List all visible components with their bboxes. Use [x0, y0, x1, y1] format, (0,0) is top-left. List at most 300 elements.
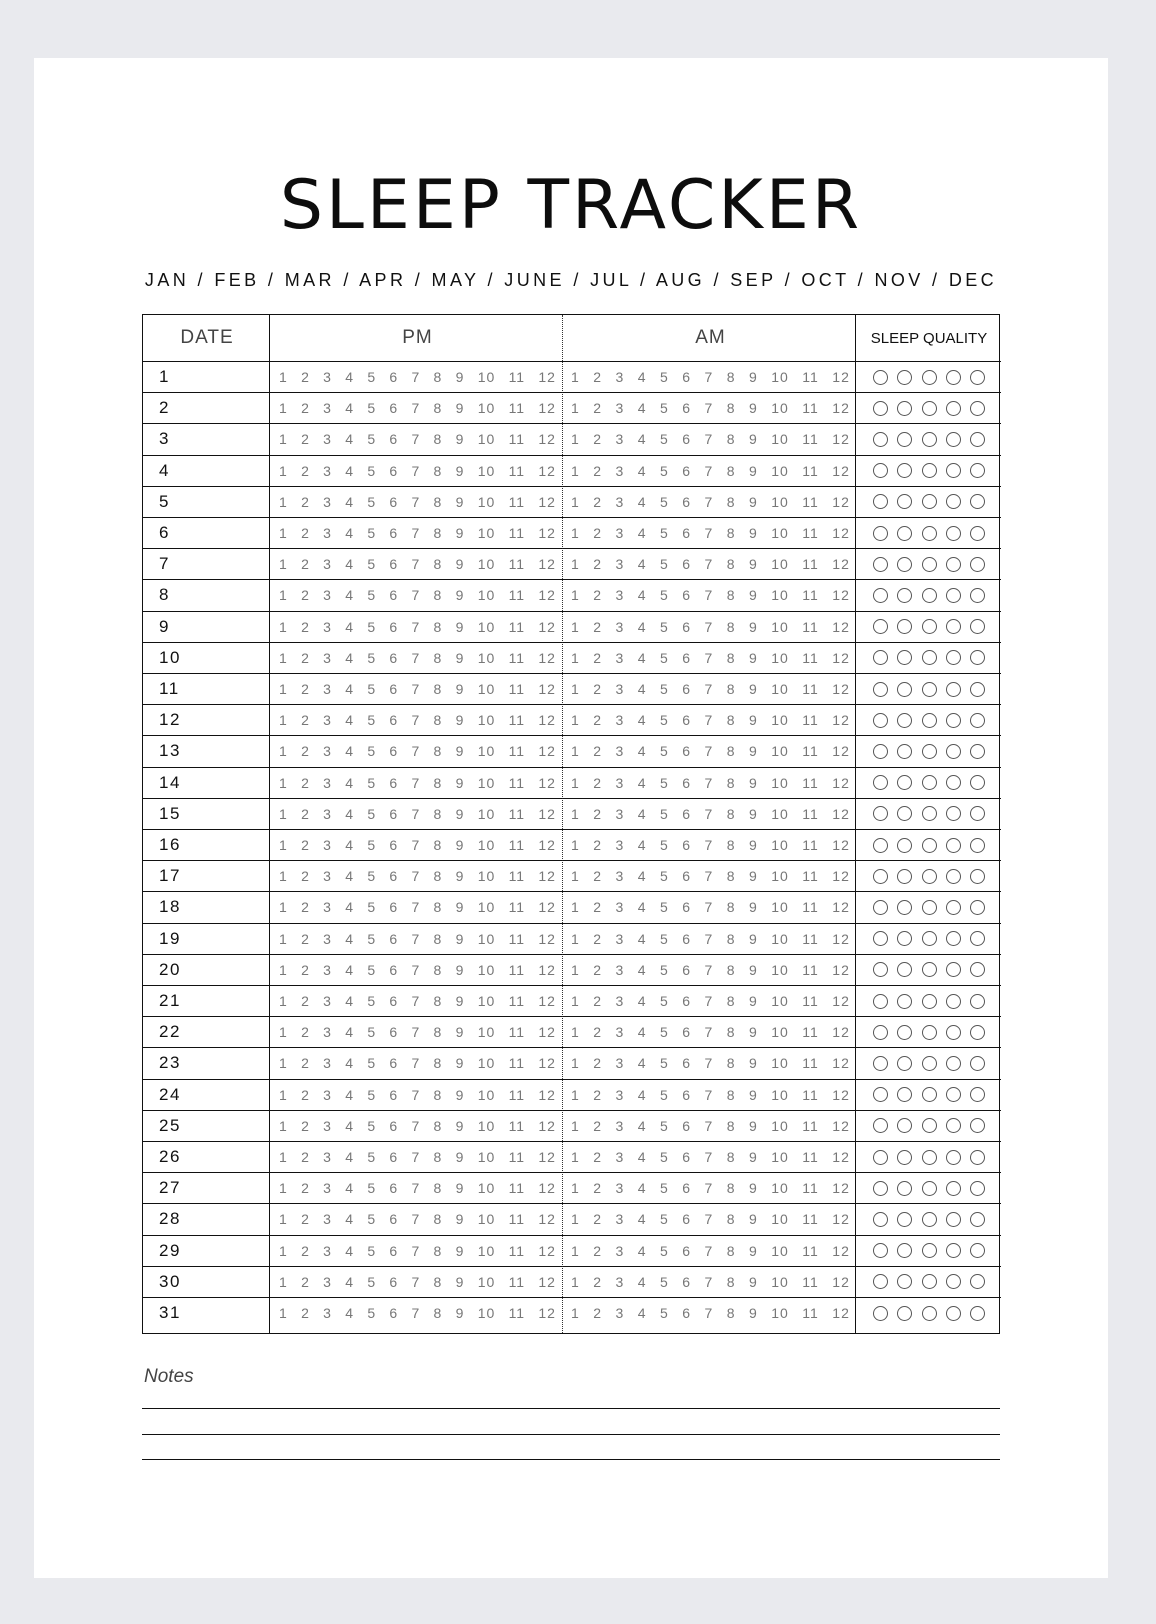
quality-circle[interactable]	[922, 463, 937, 478]
am-hour-4[interactable]: 4	[637, 1273, 647, 1290]
am-hour-7[interactable]: 7	[704, 556, 714, 573]
am-hour-10[interactable]: 10	[771, 587, 789, 604]
am-hour-7[interactable]: 7	[704, 899, 714, 916]
am-hour-4[interactable]: 4	[637, 1117, 647, 1134]
quality-circle[interactable]	[873, 1274, 888, 1289]
quality-circle[interactable]	[873, 432, 888, 447]
quality-circle[interactable]	[946, 994, 961, 1009]
pm-hour-12[interactable]: 12	[538, 525, 556, 542]
am-hour-8[interactable]: 8	[726, 1086, 736, 1103]
am-hour-10[interactable]: 10	[771, 1305, 789, 1322]
pm-hour-10[interactable]: 10	[477, 743, 496, 760]
pm-hour-6[interactable]: 6	[389, 837, 399, 854]
pm-hour-10[interactable]: 10	[477, 1273, 496, 1290]
am-hour-1[interactable]: 1	[571, 462, 580, 479]
quality-circle[interactable]	[897, 1087, 912, 1102]
am-hour-9[interactable]: 9	[749, 556, 758, 573]
pm-hour-4[interactable]: 4	[345, 1211, 355, 1228]
pm-hour-12[interactable]: 12	[538, 431, 556, 448]
quality-circle[interactable]	[873, 931, 888, 946]
pm-hour-3[interactable]: 3	[323, 431, 332, 448]
pm-hour-9[interactable]: 9	[455, 1273, 465, 1290]
quality-circle[interactable]	[970, 526, 985, 541]
quality-circle[interactable]	[873, 494, 888, 509]
quality-circle[interactable]	[897, 1118, 912, 1133]
pm-hour-11[interactable]: 11	[508, 618, 526, 635]
am-hour-4[interactable]: 4	[637, 587, 647, 604]
pm-hour-9[interactable]: 9	[455, 1024, 465, 1041]
am-hour-10[interactable]: 10	[771, 431, 789, 448]
pm-hour-1[interactable]: 1	[279, 1024, 288, 1041]
am-hour-2[interactable]: 2	[593, 369, 603, 386]
pm-hour-1[interactable]: 1	[279, 525, 288, 542]
am-hour-12[interactable]: 12	[832, 462, 850, 479]
am-hour-10[interactable]: 10	[771, 493, 789, 510]
am-hour-5[interactable]: 5	[660, 1211, 669, 1228]
am-hour-7[interactable]: 7	[704, 774, 714, 791]
pm-hour-10[interactable]: 10	[477, 1117, 496, 1134]
pm-hour-5[interactable]: 5	[367, 1117, 377, 1134]
quality-circle[interactable]	[946, 1150, 961, 1165]
am-hour-10[interactable]: 10	[771, 961, 789, 978]
am-hour-7[interactable]: 7	[704, 525, 714, 542]
quality-circle[interactable]	[897, 1306, 912, 1321]
quality-circle[interactable]	[970, 1056, 985, 1071]
am-hour-6[interactable]: 6	[682, 1024, 692, 1041]
pm-hour-5[interactable]: 5	[367, 805, 377, 822]
quality-circle[interactable]	[946, 1306, 961, 1321]
am-hour-8[interactable]: 8	[726, 462, 736, 479]
am-hour-11[interactable]: 11	[802, 743, 819, 760]
pm-hour-3[interactable]: 3	[323, 1305, 332, 1322]
pm-hour-12[interactable]: 12	[538, 1086, 556, 1103]
am-hour-7[interactable]: 7	[704, 1305, 714, 1322]
quality-circle[interactable]	[946, 1181, 961, 1196]
pm-hour-10[interactable]: 10	[477, 1180, 496, 1197]
am-hour-6[interactable]: 6	[682, 1149, 692, 1166]
quality-circle[interactable]	[873, 650, 888, 665]
am-hour-1[interactable]: 1	[571, 681, 580, 698]
pm-hour-8[interactable]: 8	[433, 681, 443, 698]
pm-hour-7[interactable]: 7	[411, 1180, 421, 1197]
pm-hour-5[interactable]: 5	[367, 1024, 377, 1041]
quality-circle[interactable]	[897, 869, 912, 884]
pm-hour-5[interactable]: 5	[367, 1149, 377, 1166]
quality-circle[interactable]	[873, 744, 888, 759]
quality-circle[interactable]	[897, 650, 912, 665]
pm-hour-1[interactable]: 1	[279, 1242, 288, 1259]
am-hour-7[interactable]: 7	[704, 1055, 714, 1072]
am-hour-11[interactable]: 11	[802, 400, 819, 417]
pm-hour-9[interactable]: 9	[455, 681, 465, 698]
am-hour-6[interactable]: 6	[682, 525, 692, 542]
am-hour-5[interactable]: 5	[660, 805, 669, 822]
pm-hour-12[interactable]: 12	[538, 961, 556, 978]
quality-circle[interactable]	[946, 463, 961, 478]
quality-circle[interactable]	[922, 806, 937, 821]
pm-hour-2[interactable]: 2	[301, 805, 310, 822]
pm-hour-3[interactable]: 3	[323, 1180, 332, 1197]
pm-hour-7[interactable]: 7	[411, 681, 421, 698]
am-hour-1[interactable]: 1	[571, 743, 580, 760]
am-hour-11[interactable]: 11	[802, 1305, 819, 1322]
pm-hour-2[interactable]: 2	[301, 774, 310, 791]
am-hour-7[interactable]: 7	[704, 462, 714, 479]
am-hour-12[interactable]: 12	[832, 556, 850, 573]
quality-circle[interactable]	[970, 869, 985, 884]
quality-circle[interactable]	[970, 1243, 985, 1258]
pm-hour-5[interactable]: 5	[367, 743, 377, 760]
quality-circle[interactable]	[873, 1212, 888, 1227]
pm-hour-8[interactable]: 8	[433, 1211, 443, 1228]
quality-circle[interactable]	[970, 775, 985, 790]
am-hour-3[interactable]: 3	[615, 993, 625, 1010]
am-hour-9[interactable]: 9	[749, 369, 758, 386]
am-hour-10[interactable]: 10	[771, 556, 789, 573]
am-hour-10[interactable]: 10	[771, 1180, 789, 1197]
am-hour-1[interactable]: 1	[571, 618, 580, 635]
pm-hour-5[interactable]: 5	[367, 493, 377, 510]
pm-hour-4[interactable]: 4	[345, 681, 355, 698]
pm-hour-1[interactable]: 1	[279, 1086, 288, 1103]
pm-hour-1[interactable]: 1	[279, 618, 288, 635]
quality-circle[interactable]	[873, 994, 888, 1009]
am-hour-5[interactable]: 5	[660, 743, 669, 760]
am-hour-1[interactable]: 1	[571, 712, 580, 729]
am-hour-10[interactable]: 10	[771, 1024, 789, 1041]
pm-hour-11[interactable]: 11	[508, 899, 526, 916]
am-hour-5[interactable]: 5	[660, 774, 669, 791]
pm-hour-1[interactable]: 1	[279, 649, 288, 666]
pm-hour-10[interactable]: 10	[477, 961, 496, 978]
am-hour-9[interactable]: 9	[749, 400, 758, 417]
pm-hour-1[interactable]: 1	[279, 1305, 288, 1322]
quality-circle[interactable]	[897, 744, 912, 759]
quality-circle[interactable]	[946, 744, 961, 759]
am-hour-10[interactable]: 10	[771, 1086, 789, 1103]
quality-circle[interactable]	[922, 526, 937, 541]
pm-hour-11[interactable]: 11	[508, 649, 526, 666]
am-hour-6[interactable]: 6	[682, 1117, 692, 1134]
pm-hour-5[interactable]: 5	[367, 556, 377, 573]
am-hour-2[interactable]: 2	[593, 400, 603, 417]
am-hour-11[interactable]: 11	[802, 1117, 819, 1134]
pm-hour-2[interactable]: 2	[301, 556, 310, 573]
pm-hour-5[interactable]: 5	[367, 712, 377, 729]
pm-hour-12[interactable]: 12	[538, 400, 556, 417]
pm-hour-12[interactable]: 12	[538, 993, 556, 1010]
pm-hour-4[interactable]: 4	[345, 1117, 355, 1134]
pm-hour-4[interactable]: 4	[345, 1149, 355, 1166]
pm-hour-3[interactable]: 3	[323, 462, 332, 479]
pm-hour-10[interactable]: 10	[477, 525, 496, 542]
pm-hour-1[interactable]: 1	[279, 431, 288, 448]
pm-hour-3[interactable]: 3	[323, 1055, 332, 1072]
am-hour-2[interactable]: 2	[593, 1086, 603, 1103]
am-hour-11[interactable]: 11	[802, 556, 819, 573]
am-hour-3[interactable]: 3	[615, 712, 625, 729]
quality-circle[interactable]	[922, 1274, 937, 1289]
pm-hour-3[interactable]: 3	[323, 587, 332, 604]
pm-hour-12[interactable]: 12	[538, 899, 556, 916]
pm-hour-8[interactable]: 8	[433, 868, 443, 885]
quality-circle[interactable]	[922, 900, 937, 915]
am-hour-10[interactable]: 10	[771, 712, 789, 729]
pm-hour-4[interactable]: 4	[345, 1305, 355, 1322]
am-hour-5[interactable]: 5	[660, 618, 669, 635]
pm-hour-3[interactable]: 3	[323, 837, 332, 854]
am-hour-6[interactable]: 6	[682, 649, 692, 666]
am-hour-8[interactable]: 8	[726, 1117, 736, 1134]
quality-circle[interactable]	[970, 619, 985, 634]
am-hour-12[interactable]: 12	[832, 961, 850, 978]
am-hour-3[interactable]: 3	[615, 400, 625, 417]
am-hour-1[interactable]: 1	[571, 868, 580, 885]
pm-hour-5[interactable]: 5	[367, 649, 377, 666]
am-hour-7[interactable]: 7	[704, 431, 714, 448]
am-hour-5[interactable]: 5	[660, 837, 669, 854]
am-hour-8[interactable]: 8	[726, 961, 736, 978]
quality-circle[interactable]	[970, 557, 985, 572]
pm-hour-8[interactable]: 8	[433, 649, 443, 666]
am-hour-3[interactable]: 3	[615, 587, 625, 604]
pm-hour-9[interactable]: 9	[455, 369, 465, 386]
am-hour-10[interactable]: 10	[771, 618, 789, 635]
am-hour-7[interactable]: 7	[704, 618, 714, 635]
am-hour-6[interactable]: 6	[682, 1242, 692, 1259]
am-hour-4[interactable]: 4	[637, 743, 647, 760]
pm-hour-4[interactable]: 4	[345, 587, 355, 604]
am-hour-11[interactable]: 11	[802, 462, 819, 479]
pm-hour-5[interactable]: 5	[367, 1086, 377, 1103]
quality-circle[interactable]	[922, 1181, 937, 1196]
am-hour-12[interactable]: 12	[832, 431, 850, 448]
am-hour-6[interactable]: 6	[682, 587, 692, 604]
pm-hour-3[interactable]: 3	[323, 743, 332, 760]
pm-hour-2[interactable]: 2	[301, 369, 310, 386]
pm-hour-3[interactable]: 3	[323, 1117, 332, 1134]
pm-hour-11[interactable]: 11	[508, 1149, 526, 1166]
quality-circle[interactable]	[897, 682, 912, 697]
pm-hour-8[interactable]: 8	[433, 493, 443, 510]
am-hour-7[interactable]: 7	[704, 681, 714, 698]
am-hour-7[interactable]: 7	[704, 1242, 714, 1259]
am-hour-10[interactable]: 10	[771, 369, 789, 386]
pm-hour-8[interactable]: 8	[433, 712, 443, 729]
pm-hour-8[interactable]: 8	[433, 1149, 443, 1166]
am-hour-2[interactable]: 2	[593, 1055, 603, 1072]
am-hour-10[interactable]: 10	[771, 930, 789, 947]
pm-hour-12[interactable]: 12	[538, 1055, 556, 1072]
am-hour-1[interactable]: 1	[571, 493, 580, 510]
quality-circle[interactable]	[922, 432, 937, 447]
pm-hour-11[interactable]: 11	[508, 1117, 526, 1134]
am-hour-6[interactable]: 6	[682, 774, 692, 791]
pm-hour-10[interactable]: 10	[477, 805, 496, 822]
am-hour-11[interactable]: 11	[802, 1211, 819, 1228]
pm-hour-9[interactable]: 9	[455, 868, 465, 885]
pm-hour-5[interactable]: 5	[367, 961, 377, 978]
am-hour-11[interactable]: 11	[802, 993, 819, 1010]
am-hour-4[interactable]: 4	[637, 899, 647, 916]
pm-hour-12[interactable]: 12	[538, 681, 556, 698]
pm-hour-4[interactable]: 4	[345, 743, 355, 760]
quality-circle[interactable]	[922, 1056, 937, 1071]
pm-hour-7[interactable]: 7	[411, 400, 421, 417]
pm-hour-5[interactable]: 5	[367, 837, 377, 854]
am-hour-11[interactable]: 11	[802, 930, 819, 947]
pm-hour-7[interactable]: 7	[411, 1211, 421, 1228]
pm-hour-4[interactable]: 4	[345, 1024, 355, 1041]
quality-circle[interactable]	[970, 370, 985, 385]
am-hour-3[interactable]: 3	[615, 868, 625, 885]
quality-circle[interactable]	[946, 432, 961, 447]
am-hour-3[interactable]: 3	[615, 1149, 625, 1166]
quality-circle[interactable]	[922, 682, 937, 697]
quality-circle[interactable]	[922, 588, 937, 603]
quality-circle[interactable]	[970, 1118, 985, 1133]
quality-circle[interactable]	[897, 1212, 912, 1227]
pm-hour-8[interactable]: 8	[433, 961, 443, 978]
pm-hour-1[interactable]: 1	[279, 930, 288, 947]
pm-hour-5[interactable]: 5	[367, 1180, 377, 1197]
pm-hour-10[interactable]: 10	[477, 618, 496, 635]
am-hour-7[interactable]: 7	[704, 493, 714, 510]
pm-hour-9[interactable]: 9	[455, 649, 465, 666]
pm-hour-7[interactable]: 7	[411, 899, 421, 916]
am-hour-2[interactable]: 2	[593, 837, 603, 854]
am-hour-3[interactable]: 3	[615, 1117, 625, 1134]
am-hour-9[interactable]: 9	[749, 1305, 758, 1322]
pm-hour-3[interactable]: 3	[323, 1211, 332, 1228]
pm-hour-2[interactable]: 2	[301, 930, 310, 947]
pm-hour-11[interactable]: 11	[508, 587, 526, 604]
am-hour-10[interactable]: 10	[771, 400, 789, 417]
pm-hour-2[interactable]: 2	[301, 1211, 310, 1228]
am-hour-3[interactable]: 3	[615, 1024, 625, 1041]
pm-hour-5[interactable]: 5	[367, 681, 377, 698]
am-hour-11[interactable]: 11	[802, 493, 819, 510]
am-hour-9[interactable]: 9	[749, 1180, 758, 1197]
am-hour-10[interactable]: 10	[771, 1211, 789, 1228]
quality-circle[interactable]	[897, 1181, 912, 1196]
am-hour-8[interactable]: 8	[726, 805, 736, 822]
am-hour-1[interactable]: 1	[571, 1305, 580, 1322]
quality-circle[interactable]	[873, 775, 888, 790]
am-hour-4[interactable]: 4	[637, 993, 647, 1010]
am-hour-8[interactable]: 8	[726, 618, 736, 635]
am-hour-2[interactable]: 2	[593, 525, 603, 542]
pm-hour-9[interactable]: 9	[455, 525, 465, 542]
am-hour-12[interactable]: 12	[832, 743, 850, 760]
am-hour-6[interactable]: 6	[682, 556, 692, 573]
pm-hour-11[interactable]: 11	[508, 930, 526, 947]
quality-circle[interactable]	[946, 1087, 961, 1102]
am-hour-12[interactable]: 12	[832, 400, 850, 417]
pm-hour-4[interactable]: 4	[345, 1086, 355, 1103]
am-hour-3[interactable]: 3	[615, 930, 625, 947]
quality-circle[interactable]	[922, 370, 937, 385]
am-hour-4[interactable]: 4	[637, 369, 647, 386]
am-hour-3[interactable]: 3	[615, 525, 625, 542]
am-hour-8[interactable]: 8	[726, 493, 736, 510]
am-hour-8[interactable]: 8	[726, 400, 736, 417]
pm-hour-7[interactable]: 7	[411, 805, 421, 822]
pm-hour-5[interactable]: 5	[367, 1211, 377, 1228]
pm-hour-5[interactable]: 5	[367, 525, 377, 542]
quality-circle[interactable]	[897, 1243, 912, 1258]
pm-hour-5[interactable]: 5	[367, 1242, 377, 1259]
pm-hour-1[interactable]: 1	[279, 369, 288, 386]
pm-hour-11[interactable]: 11	[508, 525, 526, 542]
am-hour-5[interactable]: 5	[660, 993, 669, 1010]
quality-circle[interactable]	[922, 994, 937, 1009]
am-hour-3[interactable]: 3	[615, 743, 625, 760]
am-hour-5[interactable]: 5	[660, 493, 669, 510]
am-hour-3[interactable]: 3	[615, 681, 625, 698]
pm-hour-6[interactable]: 6	[389, 1242, 399, 1259]
pm-hour-3[interactable]: 3	[323, 774, 332, 791]
quality-circle[interactable]	[873, 713, 888, 728]
pm-hour-10[interactable]: 10	[477, 649, 496, 666]
quality-circle[interactable]	[946, 775, 961, 790]
pm-hour-6[interactable]: 6	[389, 993, 399, 1010]
pm-hour-12[interactable]: 12	[538, 1305, 556, 1322]
am-hour-11[interactable]: 11	[802, 525, 819, 542]
pm-hour-7[interactable]: 7	[411, 369, 421, 386]
am-hour-2[interactable]: 2	[593, 712, 603, 729]
pm-hour-2[interactable]: 2	[301, 1180, 310, 1197]
am-hour-4[interactable]: 4	[637, 1211, 647, 1228]
pm-hour-6[interactable]: 6	[389, 431, 399, 448]
am-hour-6[interactable]: 6	[682, 1211, 692, 1228]
pm-hour-11[interactable]: 11	[508, 1211, 526, 1228]
quality-circle[interactable]	[970, 713, 985, 728]
am-hour-3[interactable]: 3	[615, 805, 625, 822]
quality-circle[interactable]	[922, 619, 937, 634]
am-hour-8[interactable]: 8	[726, 712, 736, 729]
am-hour-5[interactable]: 5	[660, 400, 669, 417]
am-hour-10[interactable]: 10	[771, 837, 789, 854]
am-hour-2[interactable]: 2	[593, 1273, 603, 1290]
pm-hour-2[interactable]: 2	[301, 993, 310, 1010]
am-hour-9[interactable]: 9	[749, 868, 758, 885]
am-hour-4[interactable]: 4	[637, 1242, 647, 1259]
pm-hour-7[interactable]: 7	[411, 1273, 421, 1290]
pm-hour-3[interactable]: 3	[323, 649, 332, 666]
am-hour-10[interactable]: 10	[771, 743, 789, 760]
am-hour-8[interactable]: 8	[726, 1180, 736, 1197]
quality-circle[interactable]	[922, 1150, 937, 1165]
am-hour-9[interactable]: 9	[749, 774, 758, 791]
am-hour-7[interactable]: 7	[704, 1024, 714, 1041]
am-hour-4[interactable]: 4	[637, 868, 647, 885]
am-hour-4[interactable]: 4	[637, 930, 647, 947]
am-hour-12[interactable]: 12	[832, 837, 850, 854]
am-hour-12[interactable]: 12	[832, 1211, 850, 1228]
pm-hour-1[interactable]: 1	[279, 1117, 288, 1134]
pm-hour-4[interactable]: 4	[345, 462, 355, 479]
am-hour-3[interactable]: 3	[615, 899, 625, 916]
pm-hour-11[interactable]: 11	[508, 868, 526, 885]
am-hour-8[interactable]: 8	[726, 930, 736, 947]
am-hour-11[interactable]: 11	[802, 805, 819, 822]
am-hour-12[interactable]: 12	[832, 525, 850, 542]
quality-circle[interactable]	[970, 1025, 985, 1040]
am-hour-5[interactable]: 5	[660, 369, 669, 386]
pm-hour-10[interactable]: 10	[477, 1055, 496, 1072]
am-hour-4[interactable]: 4	[637, 681, 647, 698]
